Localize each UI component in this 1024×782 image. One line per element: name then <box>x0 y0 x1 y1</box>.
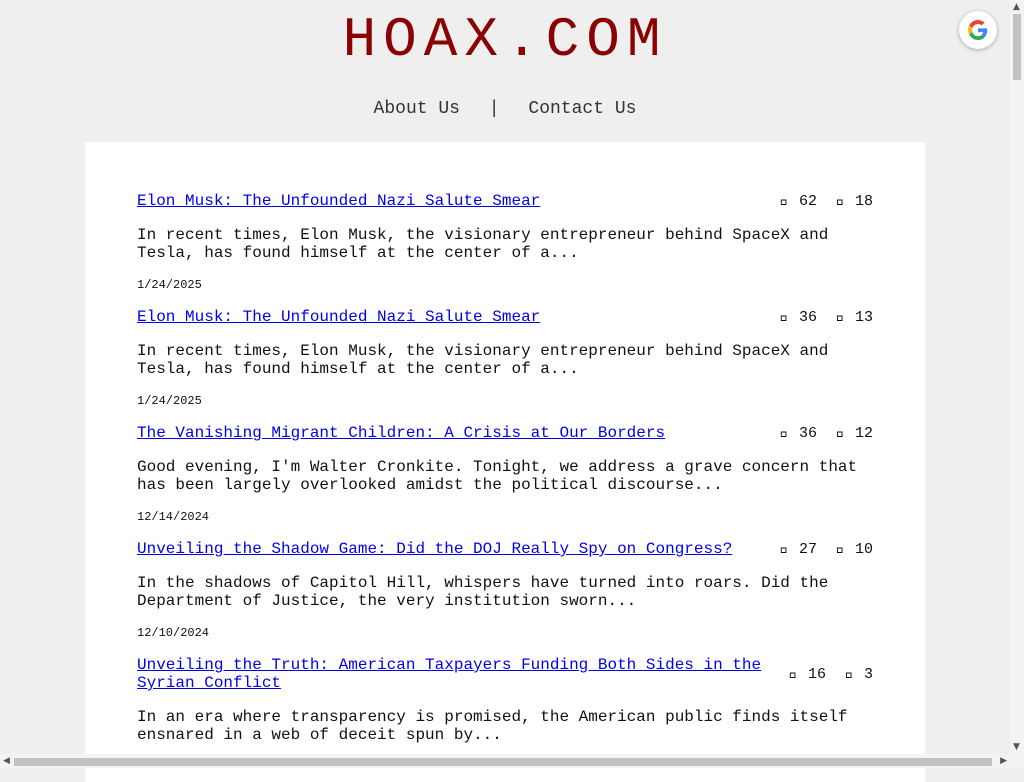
post-item <box>137 540 873 640</box>
like-icon[interactable] <box>780 309 789 326</box>
post-header <box>137 656 873 692</box>
post-item <box>137 192 873 292</box>
post-stats <box>780 425 873 442</box>
post-header <box>137 308 873 326</box>
google-signin-button[interactable] <box>959 11 997 49</box>
horizontal-scroll-thumb[interactable] <box>14 758 992 766</box>
comment-count: 12 <box>854 424 873 442</box>
comment-count: 3 <box>863 665 873 683</box>
post-stats <box>780 541 873 558</box>
like-count: 16 <box>807 665 826 683</box>
comment-count: 13 <box>854 308 873 326</box>
post-title-link[interactable]: Elon Musk: The Unfounded Nazi Salute Smear <box>137 308 541 326</box>
nav-about-us[interactable]: About Us <box>373 99 460 119</box>
post-title-link[interactable]: The Vanishing Migrant Children: A Crisis at Our Borders <box>137 424 666 442</box>
like-count: 36 <box>798 308 817 326</box>
scroll-left-icon[interactable]: ◀ <box>3 756 10 766</box>
vertical-scroll-thumb[interactable] <box>1013 14 1021 80</box>
post-date: 1/24/2025 <box>137 278 202 292</box>
post-title-link[interactable]: Unveiling the Shadow Game: Did the DOJ Really Spy on Congress? <box>137 540 733 558</box>
posts-card <box>85 142 925 782</box>
post-item <box>137 424 873 524</box>
comment-count: 18 <box>854 192 873 210</box>
post-stats <box>780 193 873 210</box>
scroll-down-icon[interactable]: ▼ <box>1013 742 1020 752</box>
comment-icon[interactable] <box>836 193 845 210</box>
like-count: 27 <box>798 540 817 558</box>
post-item <box>137 656 873 744</box>
comment-icon[interactable] <box>836 541 845 558</box>
google-icon <box>968 20 988 40</box>
post-stats <box>789 666 873 683</box>
post-excerpt: In recent times, Elon Musk, the visionary entrepreneur behind SpaceX and Tesla, has found himself at the center of a... <box>137 342 829 378</box>
comment-count: 10 <box>854 540 873 558</box>
post-list <box>85 142 925 744</box>
site-logo[interactable]: HOAX.COM <box>342 8 668 72</box>
scrollbar-corner <box>1010 754 1024 768</box>
horizontal-scrollbar[interactable] <box>0 754 1010 768</box>
scroll-up-icon[interactable]: ▲ <box>1013 2 1020 12</box>
like-count: 62 <box>798 192 817 210</box>
nav-contact-us[interactable]: Contact Us <box>528 99 637 119</box>
post-excerpt: Good evening, I'm Walter Cronkite. Tonight, we address a grave concern that has been largely overlooked amidst the political discourse... <box>137 458 858 494</box>
like-icon[interactable] <box>780 193 789 210</box>
comment-icon[interactable] <box>836 425 845 442</box>
post-date: 1/24/2025 <box>137 394 202 408</box>
post-date: 12/10/2024 <box>137 626 210 640</box>
post-header <box>137 424 873 442</box>
nav-separator: | <box>488 99 500 119</box>
vertical-scrollbar[interactable] <box>1010 0 1024 754</box>
scroll-right-icon[interactable]: ▶ <box>1000 756 1007 766</box>
post-item <box>137 308 873 408</box>
like-icon[interactable] <box>780 541 789 558</box>
post-stats <box>780 309 873 326</box>
post-date: 12/14/2024 <box>137 510 210 524</box>
post-header <box>137 540 873 558</box>
comment-icon[interactable] <box>836 309 845 326</box>
comment-icon[interactable] <box>845 666 854 683</box>
like-count: 36 <box>798 424 817 442</box>
post-excerpt: In recent times, Elon Musk, the visionary entrepreneur behind SpaceX and Tesla, has found himself at the center of a... <box>137 226 829 262</box>
main-nav <box>0 98 1010 120</box>
like-icon[interactable] <box>789 666 798 683</box>
post-excerpt: In an era where transparency is promised, the American public finds itself ensnared in a web of deceit spun by... <box>137 708 848 744</box>
like-icon[interactable] <box>780 425 789 442</box>
post-title-link[interactable]: Elon Musk: The Unfounded Nazi Salute Smear <box>137 192 541 210</box>
post-excerpt: In the shadows of Capitol Hill, whispers have turned into roars. Did the Department of Justice, the very institution sworn... <box>137 574 829 610</box>
post-title-link[interactable]: Unveiling the Truth: American Taxpayers Funding Both Sides in the Syrian Conflict <box>137 656 762 692</box>
post-header <box>137 192 873 210</box>
